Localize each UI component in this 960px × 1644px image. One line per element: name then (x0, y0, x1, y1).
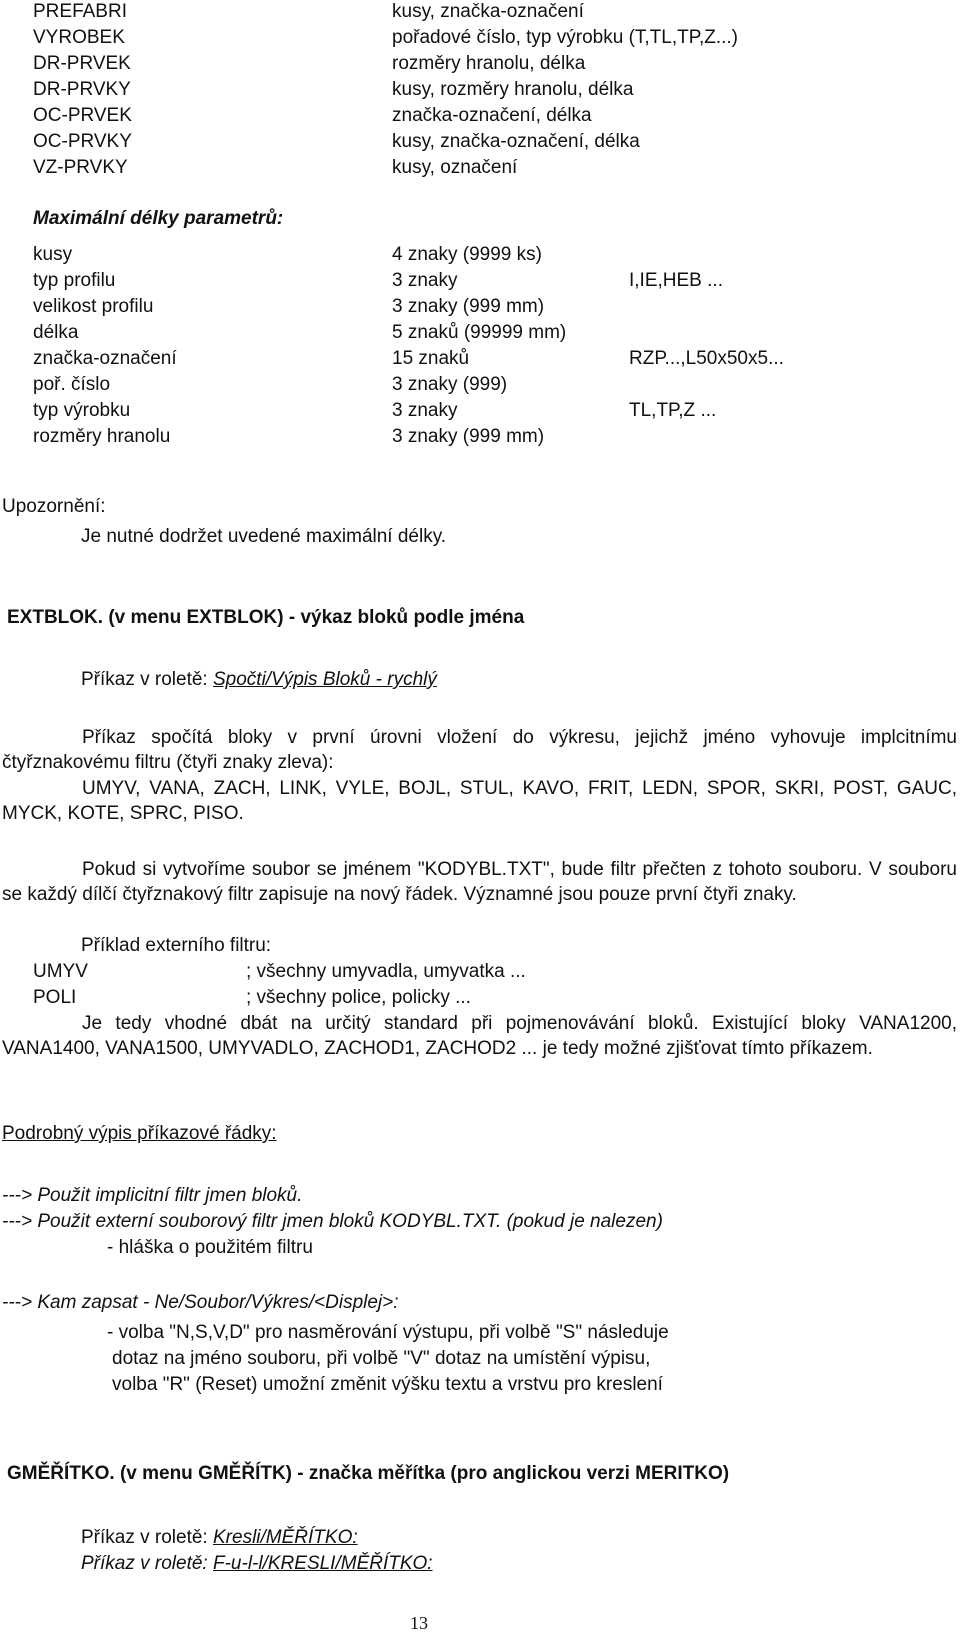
extblok-para3: Je tedy vhodné dbát na určitý standard při pojmenovávání bloků. Existující bloky VANA1200, VANA1400, VANA1500, UMYVADLO, ZACHOD1, ZACHOD2 ... je tedy možné zjišťovat tímto příkazem. (2, 1013, 957, 1059)
warning-label: Upozornění: (2, 496, 106, 517)
param-name: rozměry hranolu (33, 426, 171, 447)
param-length: 3 znaky (999 mm) (392, 426, 545, 447)
param-length: 3 znaky (999) (392, 374, 508, 395)
max-lengths-heading: Maximální délky parametrů: (33, 208, 284, 229)
example-label: Příklad externího filtru: (81, 935, 272, 956)
command-path: Kresli/MĚŘÍTKO: (213, 1527, 358, 1548)
element-name: VZ-PRVKY (33, 157, 128, 178)
element-desc: rozměry hranolu, délka (392, 53, 586, 74)
element-desc: kusy, značka-označení, délka (392, 131, 640, 152)
detail-line: - hláška o použitém filtru (107, 1237, 313, 1258)
command-path: Spočti/Výpis Bloků - rychlý (213, 669, 437, 690)
element-desc: značka-označení, délka (392, 105, 592, 126)
param-length: 15 znaků (392, 348, 470, 369)
param-name: typ výrobku (33, 400, 131, 421)
extblok-command (81, 667, 437, 693)
example-code: POLI (33, 987, 77, 1008)
command-path: F-u-l-l/KRESLI/MĚŘÍTKO: (213, 1553, 433, 1574)
element-name: OC-PRVEK (33, 105, 132, 126)
param-name: značka-označení (33, 348, 177, 369)
param-name: kusy (33, 244, 73, 265)
detail-heading: Podrobný výpis příkazové řádky: (2, 1123, 277, 1144)
detail-line: volba "R" (Reset) umožní změnit výšku textu a vrstvu pro kreslení (112, 1374, 663, 1395)
example-comment: ; všechny umyvadla, umyvatka ... (246, 961, 526, 982)
element-desc: kusy, rozměry hranolu, délka (392, 79, 634, 100)
element-name: DR-PRVEK (33, 53, 131, 74)
param-length: 3 znaky (392, 270, 458, 291)
param-example: RZP...,L50x50x5... (629, 348, 784, 369)
param-length: 3 znaky (392, 400, 458, 421)
detail-line: ---> Kam zapsat - Ne/Soubor/Výkres/<Displej>: (2, 1292, 399, 1313)
extblok-para1-list: UMYV, VANA, ZACH, LINK, VYLE, BOJL, STUL, KAVO, FRIT, LEDN, SPOR, SKRI, POST, GAUC, MYCK, KOTE, SPRC, PISO. (2, 778, 957, 824)
element-name: PREFABRI (33, 1, 127, 22)
param-name: délka (33, 322, 79, 343)
command-label: Příkaz v roletě: (81, 1553, 208, 1574)
element-desc: pořadové číslo, typ výrobku (T,TL,TP,Z...) (392, 27, 738, 48)
param-length: 3 znaky (999 mm) (392, 296, 545, 317)
gmeritko-command-1 (81, 1525, 358, 1551)
example-comment: ; všechny police, policky ... (246, 987, 471, 1008)
extblok-para1: Příkaz spočítá bloky v první úrovni vložení do výkresu, jejichž jméno vyhovuje implcitnímu čtyřznakovému filtru (čtyři znaky zleva): (2, 727, 957, 773)
gmeritko-heading: GMĚŘÍTKO. (v menu GMĚŘÍTK) - značka měřítka (pro anglickou verzi MERITKO) (7, 1463, 730, 1484)
gmeritko-command-2 (81, 1551, 433, 1577)
element-name: OC-PRVKY (33, 131, 132, 152)
param-length: 4 znaky (9999 ks) (392, 244, 542, 265)
detail-line: dotaz na jméno souboru, při volbě "V" dotaz na umístění výpisu, (112, 1348, 651, 1369)
param-name: velikost profilu (33, 296, 154, 317)
param-example: TL,TP,Z ... (629, 400, 717, 421)
command-label: Příkaz v roletě: (81, 1527, 208, 1548)
param-length: 5 znaků (99999 mm) (392, 322, 567, 343)
param-example: I,IE,HEB ... (629, 270, 723, 291)
element-name: DR-PRVKY (33, 79, 131, 100)
param-name: typ profilu (33, 270, 116, 291)
example-code: UMYV (33, 961, 88, 982)
warning-text: Je nutné dodržet uvedené maximální délky. (81, 526, 447, 547)
element-name: VYROBEK (33, 27, 125, 48)
param-name: poř. číslo (33, 374, 111, 395)
extblok-para2: Pokud si vytvoříme soubor se jménem "KODYBL.TXT", bude filtr přečten z tohoto souboru. V souboru se každý dílčí čtyřznakový filtr zapisuje na nový řádek. Významné jsou pouze první čtyři znaky. (2, 859, 957, 905)
element-desc: kusy, značka-označení (392, 1, 584, 22)
command-label: Příkaz v roletě: (81, 669, 208, 690)
detail-line: ---> Použit externí souborový filtr jmen bloků KODYBL.TXT. (pokud je nalezen) (2, 1211, 663, 1232)
detail-line: - volba "N,S,V,D" pro nasměrování výstupu, při volbě "S" následuje (107, 1322, 669, 1343)
page-number: 13 (410, 1613, 428, 1633)
detail-line: ---> Použit implicitní filtr jmen bloků. (2, 1185, 303, 1206)
element-desc: kusy, označení (392, 157, 518, 178)
extblok-heading: EXTBLOK. (v menu EXTBLOK) - výkaz bloků podle jména (7, 607, 525, 628)
